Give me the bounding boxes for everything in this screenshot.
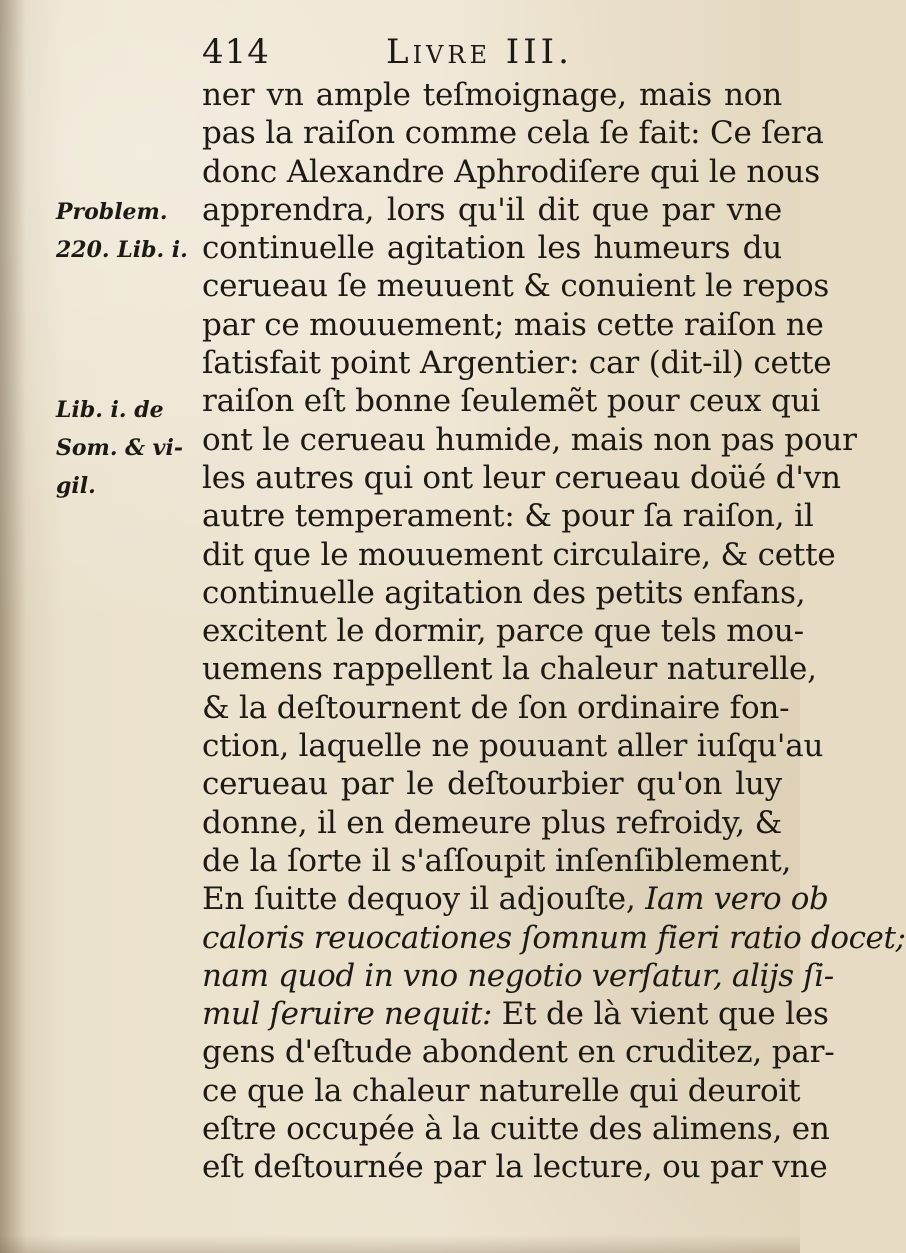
text-line — [202, 153, 821, 191]
text-line — [202, 229, 782, 267]
text-line-content: raiſon eſt bonne ſeulemẽt pour ceux qui — [202, 383, 821, 420]
text-line — [202, 650, 817, 688]
text-line — [202, 421, 857, 459]
text-line — [202, 765, 782, 803]
text-line-content: uemens rappellent la chaleur naturelle, — [202, 651, 817, 688]
text-line — [202, 842, 792, 880]
text-line-content: ce que la chaleur naturelle qui deuroit — [202, 1072, 801, 1109]
latin-quotation: nam quod in vno negotio verſatur, alijs ſi- — [202, 957, 834, 994]
text-line — [202, 191, 782, 229]
text-line-content: ont le cerueau humide, mais non pas pour — [202, 421, 857, 458]
text-line — [202, 880, 829, 918]
text-line-content: de la ſorte il s'aſſoupit inſenſiblement, — [202, 842, 792, 879]
text-line-content: donne, il en demeure plus refroidy, & — [202, 804, 782, 841]
body-text — [202, 76, 906, 1187]
text-line-content: eſtre occupée à la cuitte des alimens, en — [202, 1111, 830, 1148]
text-line — [202, 267, 830, 305]
text-line — [202, 459, 841, 497]
text-line-content: Et de là vient que les — [492, 996, 829, 1033]
text-line-content: par ce mouuement; mais cette raiſon ne — [202, 306, 824, 343]
latin-quotation: mul ſeruire nequit: — [202, 996, 493, 1033]
running-title: Livre III. — [386, 32, 573, 72]
text-line — [202, 1110, 830, 1148]
text-line-content: ner vn ample teſmoignage, mais non — [202, 77, 782, 113]
text-line-content: pas la raiſon comme cela ſe fait: Ce ſera — [202, 115, 824, 152]
page-header — [202, 30, 642, 74]
text-line — [202, 957, 834, 995]
text-line — [202, 76, 782, 114]
text-line — [202, 689, 790, 727]
text-line-content: cerueau ſe meuuent & conuient le repos — [202, 268, 830, 305]
marginal-note: gil. — [56, 473, 96, 499]
text-line-content: continuelle agitation des petits enfans, — [202, 574, 806, 611]
text-line-content: ſatisfait point Argentier: car (dit-il) cette — [202, 345, 832, 382]
text-line-content: les autres qui ont leur cerueau doüé d'vn — [202, 459, 841, 496]
text-line — [202, 1148, 828, 1186]
gutter-shadow — [0, 0, 26, 1253]
text-line-content: eſt deſtournée par la lecture, ou par vne — [202, 1149, 828, 1186]
marginal-note: 220. Lib. i. — [56, 237, 188, 263]
marginal-note: Problem. — [56, 199, 168, 225]
text-line-content: & la deſtournent de ſon ordinaire fon- — [202, 689, 790, 726]
text-line — [202, 536, 836, 574]
text-line-content: autre temperament: & pour ſa raiſon, il — [202, 498, 814, 535]
text-line — [202, 804, 782, 842]
marginal-note: Som. & vi- — [56, 435, 183, 461]
text-line — [202, 1033, 835, 1071]
text-line-content: donc Alexandre Aphrodiſere qui le nous — [202, 153, 821, 190]
text-line — [202, 612, 804, 650]
text-line-content: dit que le mouuement circulaire, & cette — [202, 536, 836, 573]
text-line-content: apprendra, lors qu'il dit que par vne — [202, 191, 782, 228]
text-line — [202, 995, 829, 1033]
page-edge-shadow — [0, 1235, 800, 1253]
text-line — [202, 306, 824, 344]
text-line — [202, 1072, 801, 1110]
text-line — [202, 114, 824, 152]
latin-quotation: caloris reuocationes ſomnum fieri ratio docet; — [202, 919, 906, 956]
text-line — [202, 574, 806, 612]
marginal-note: Lib. i. de — [56, 397, 164, 423]
text-line-content: gens d'eſtude abondent en cruditez, par- — [202, 1034, 835, 1071]
text-line — [202, 344, 832, 382]
latin-quotation: Iam vero ob — [645, 881, 829, 918]
text-line — [202, 497, 814, 535]
text-line-content: En ſuitte dequoy il adjouſte, — [202, 881, 646, 918]
text-line-content: continuelle agitation les humeurs du — [202, 230, 782, 267]
text-line — [202, 382, 821, 420]
page-number: 414 — [202, 32, 270, 72]
text-line-content: ction, laquelle ne pouuant aller iuſqu'au — [202, 728, 824, 765]
text-line-content: excitent le dormir, parce que tels mou- — [202, 613, 804, 650]
text-line — [202, 727, 824, 765]
text-line — [202, 919, 906, 957]
text-line-content: cerueau par le deſtourbier qu'on luy — [202, 766, 782, 803]
